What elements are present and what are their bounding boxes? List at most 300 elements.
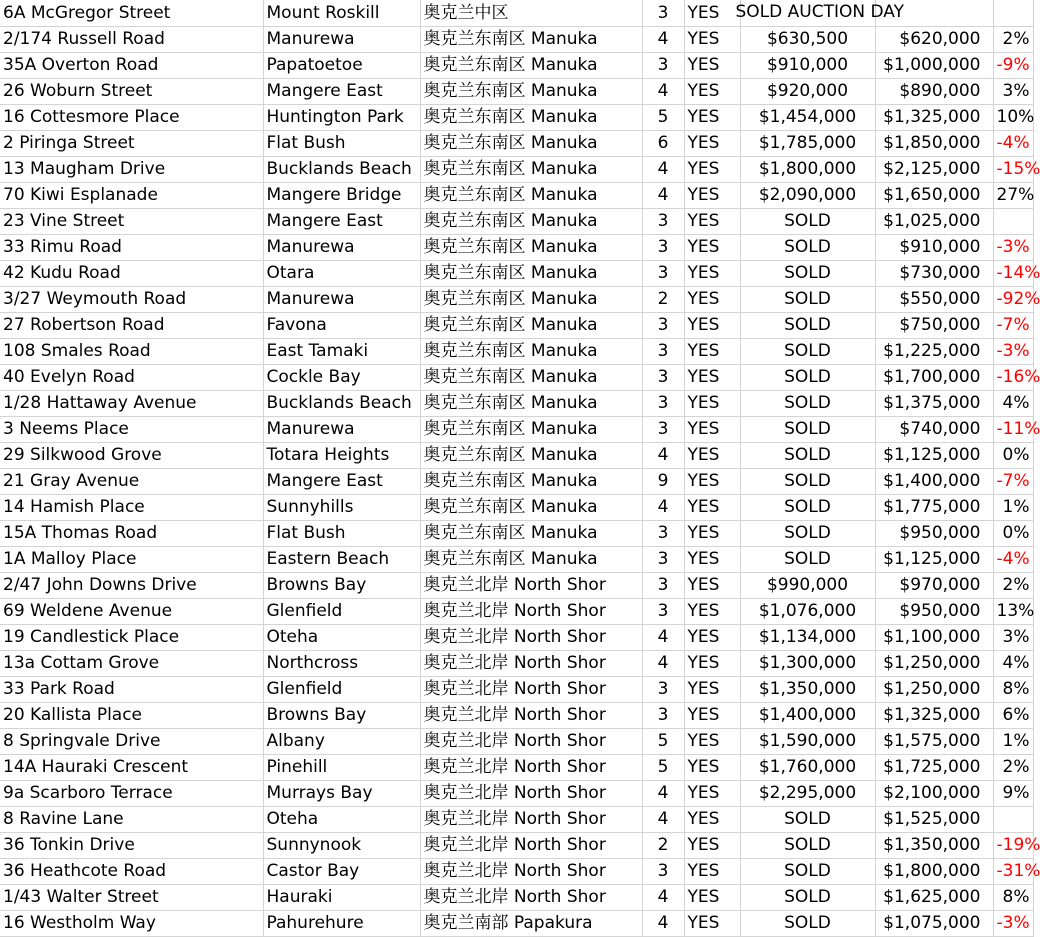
flag-cell[interactable]: YES [684,416,740,442]
address-cell[interactable]: 16 Westholm Way [0,910,263,936]
bedrooms-cell[interactable]: 3 [642,338,684,364]
percent-diff-cell[interactable]: 2% [993,572,1033,598]
flag-cell[interactable]: YES [684,546,740,572]
sold-price-cell[interactable]: $1,125,000 [875,546,993,572]
price-cell[interactable]: $630,500 [740,26,875,52]
bedrooms-cell[interactable]: 5 [642,728,684,754]
region-cell[interactable]: 奥克兰东南区 Manuka [420,312,642,338]
percent-diff-cell[interactable]: -14% [993,260,1033,286]
table-row [0,572,1033,598]
sold-price-cell[interactable]: $1,700,000 [875,364,993,390]
percent-diff-cell[interactable]: 1% [993,728,1033,754]
flag-cell[interactable]: YES [684,494,740,520]
region-cell[interactable]: 奥克兰东南区 Manuka [420,390,642,416]
address-cell[interactable]: 15A Thomas Road [0,520,263,546]
region-cell[interactable]: 奥克兰北岸 North Shor [420,832,642,858]
bedrooms-cell[interactable]: 3 [642,676,684,702]
percent-diff-cell[interactable]: -15% [993,156,1033,182]
percent-diff-cell[interactable] [993,806,1033,832]
percent-diff-cell[interactable]: -92% [993,286,1033,312]
sold-price-cell[interactable]: $970,000 [875,572,993,598]
percent-diff-cell[interactable]: 3% [993,78,1033,104]
percent-diff-cell[interactable]: 0% [993,442,1033,468]
flag-cell[interactable]: YES [684,806,740,832]
flag-cell[interactable]: YES [684,52,740,78]
address-cell[interactable]: 8 Ravine Lane [0,806,263,832]
flag-cell[interactable]: YES [684,442,740,468]
price-cell[interactable]: $1,350,000 [740,676,875,702]
region-cell[interactable]: 奥克兰东南区 Manuka [420,442,642,468]
bedrooms-cell[interactable]: 3 [642,208,684,234]
price-cell[interactable]: $1,400,000 [740,702,875,728]
suburb-cell[interactable]: Mangere Bridge [263,182,420,208]
table-row [0,494,1033,520]
flag-cell[interactable]: YES [684,754,740,780]
address-cell[interactable]: 1/43 Walter Street [0,884,263,910]
suburb-cell[interactable]: Oteha [263,806,420,832]
flag-cell[interactable]: YES [684,130,740,156]
suburb-cell[interactable]: Castor Bay [263,858,420,884]
bedrooms-cell[interactable]: 3 [642,234,684,260]
table-row [0,26,1033,52]
percent-diff-cell[interactable]: -3% [993,338,1033,364]
bedrooms-cell[interactable]: 5 [642,754,684,780]
suburb-cell[interactable]: Manurewa [263,26,420,52]
bedrooms-cell[interactable]: 4 [642,442,684,468]
price-cell[interactable]: $990,000 [740,572,875,598]
bedrooms-cell[interactable]: 3 [642,0,684,26]
region-cell[interactable]: 奥克兰北岸 North Shor [420,650,642,676]
region-cell[interactable]: 奥克兰北岸 North Shor [420,780,642,806]
flag-cell[interactable]: YES [684,104,740,130]
table-row [0,52,1033,78]
bedrooms-cell[interactable]: 3 [642,858,684,884]
price-cell[interactable]: $1,590,000 [740,728,875,754]
address-cell[interactable]: 1/28 Hattaway Avenue [0,390,263,416]
percent-diff-cell[interactable]: 4% [993,390,1033,416]
address-cell[interactable]: 108 Smales Road [0,338,263,364]
sold-price-cell[interactable]: $1,775,000 [875,494,993,520]
sold-price-cell[interactable]: $1,725,000 [875,754,993,780]
bedrooms-cell[interactable]: 3 [642,702,684,728]
percent-diff-cell[interactable]: 27% [993,182,1033,208]
table-row [0,182,1033,208]
address-cell[interactable]: 3/27 Weymouth Road [0,286,263,312]
bedrooms-cell[interactable]: 3 [642,520,684,546]
flag-cell[interactable]: YES [684,260,740,286]
region-cell[interactable]: 奥克兰东南区 Manuka [420,468,642,494]
price-cell[interactable]: SOLD [740,910,875,936]
suburb-cell[interactable]: Manurewa [263,416,420,442]
address-cell[interactable]: 8 Springvale Drive [0,728,263,754]
sold-price-cell[interactable]: $1,625,000 [875,884,993,910]
price-cell[interactable]: SOLD [740,338,875,364]
flag-cell[interactable]: YES [684,702,740,728]
percent-diff-cell[interactable]: -4% [993,546,1033,572]
address-cell[interactable]: 33 Rimu Road [0,234,263,260]
suburb-cell[interactable]: Mangere East [263,208,420,234]
sold-price-cell[interactable]: $1,000,000 [875,52,993,78]
bedrooms-cell[interactable]: 9 [642,468,684,494]
sold-price-cell[interactable]: $1,850,000 [875,130,993,156]
sold-price-cell[interactable]: $740,000 [875,416,993,442]
region-cell[interactable]: 奥克兰东南区 Manuka [420,546,642,572]
sold-price-cell[interactable]: $750,000 [875,312,993,338]
suburb-cell[interactable]: Murrays Bay [263,780,420,806]
table-row [0,442,1033,468]
bedrooms-cell[interactable]: 4 [642,624,684,650]
table-row [0,780,1033,806]
suburb-cell[interactable]: Sunnynook [263,832,420,858]
region-cell[interactable]: 奥克兰北岸 North Shor [420,806,642,832]
sold-price-cell[interactable]: $1,375,000 [875,390,993,416]
bedrooms-cell[interactable]: 4 [642,494,684,520]
address-cell[interactable]: 2 Piringa Street [0,130,263,156]
sold-price-cell[interactable]: $1,025,000 [875,208,993,234]
region-cell[interactable]: 奥克兰东南区 Manuka [420,208,642,234]
address-cell[interactable]: 6A McGregor Street [0,0,263,26]
table-row [0,754,1033,780]
bedrooms-cell[interactable]: 3 [642,52,684,78]
region-cell[interactable]: 奥克兰北岸 North Shor [420,728,642,754]
flag-cell[interactable]: YES [684,598,740,624]
address-cell[interactable]: 36 Tonkin Drive [0,832,263,858]
suburb-cell[interactable]: Mangere East [263,78,420,104]
price-cell[interactable]: SOLD [740,858,875,884]
suburb-cell[interactable]: Eastern Beach [263,546,420,572]
suburb-cell[interactable]: Browns Bay [263,572,420,598]
address-cell[interactable]: 40 Evelyn Road [0,364,263,390]
percent-diff-cell[interactable]: -4% [993,130,1033,156]
flag-cell[interactable]: YES [684,520,740,546]
address-cell[interactable]: 21 Gray Avenue [0,468,263,494]
price-cell[interactable]: $910,000 [740,52,875,78]
suburb-cell[interactable]: Glenfield [263,598,420,624]
region-cell[interactable]: 奥克兰东南区 Manuka [420,338,642,364]
address-cell[interactable]: 29 Silkwood Grove [0,442,263,468]
flag-cell[interactable]: YES [684,234,740,260]
price-cell[interactable]: $1,800,000 [740,156,875,182]
bedrooms-cell[interactable]: 3 [642,390,684,416]
suburb-cell[interactable]: East Tamaki [263,338,420,364]
percent-diff-cell[interactable]: 8% [993,676,1033,702]
sold-price-cell[interactable]: $1,325,000 [875,702,993,728]
address-cell[interactable]: 36 Heathcote Road [0,858,263,884]
sold-price-cell[interactable]: $950,000 [875,520,993,546]
sold-price-cell[interactable]: $950,000 [875,598,993,624]
region-cell[interactable]: 奥克兰东南区 Manuka [420,234,642,260]
price-cell[interactable]: SOLD [740,806,875,832]
address-cell[interactable]: 2/47 John Downs Drive [0,572,263,598]
sold-price-cell[interactable]: $1,225,000 [875,338,993,364]
flag-cell[interactable]: YES [684,832,740,858]
suburb-cell[interactable]: Hauraki [263,884,420,910]
address-cell[interactable]: 13a Cottam Grove [0,650,263,676]
address-cell[interactable]: 20 Kallista Place [0,702,263,728]
sold-price-cell[interactable]: $1,400,000 [875,468,993,494]
region-cell[interactable]: 奥克兰东南区 Manuka [420,52,642,78]
bedrooms-cell[interactable]: 4 [642,884,684,910]
region-cell[interactable]: 奥克兰东南区 Manuka [420,130,642,156]
address-cell[interactable]: 1A Malloy Place [0,546,263,572]
bedrooms-cell[interactable]: 4 [642,26,684,52]
sold-price-cell[interactable]: $1,075,000 [875,910,993,936]
price-cell[interactable]: SOLD [740,442,875,468]
flag-cell[interactable]: YES [684,910,740,936]
percent-diff-cell[interactable]: 10% [993,104,1033,130]
bedrooms-cell[interactable]: 4 [642,650,684,676]
address-cell[interactable]: 14 Hamish Place [0,494,263,520]
flag-cell[interactable]: YES [684,884,740,910]
percent-diff-cell[interactable]: 8% [993,884,1033,910]
suburb-cell[interactable]: Totara Heights [263,442,420,468]
address-cell[interactable]: 3 Neems Place [0,416,263,442]
address-cell[interactable]: 33 Park Road [0,676,263,702]
bedrooms-cell[interactable]: 3 [642,312,684,338]
percent-diff-cell[interactable]: -7% [993,468,1033,494]
flag-cell[interactable]: YES [684,676,740,702]
address-cell[interactable]: 69 Weldene Avenue [0,598,263,624]
flag-cell[interactable]: YES [684,364,740,390]
percent-diff-cell[interactable]: -19% [993,832,1033,858]
suburb-cell[interactable]: Flat Bush [263,520,420,546]
address-cell[interactable]: 9a Scarboro Terrace [0,780,263,806]
sold-price-cell[interactable]: $1,125,000 [875,442,993,468]
suburb-cell[interactable]: Bucklands Beach [263,390,420,416]
percent-diff-cell[interactable]: 9% [993,780,1033,806]
table-row [0,364,1033,390]
sold-price-cell[interactable]: $1,250,000 [875,650,993,676]
bedrooms-cell[interactable]: 3 [642,416,684,442]
sold-price-cell[interactable]: $550,000 [875,286,993,312]
flag-cell[interactable]: YES [684,650,740,676]
bedrooms-cell[interactable]: 3 [642,598,684,624]
percent-diff-cell[interactable]: -3% [993,910,1033,936]
bedrooms-cell[interactable]: 2 [642,286,684,312]
price-cell[interactable]: SOLD [740,234,875,260]
region-cell[interactable]: 奥克兰北岸 North Shor [420,624,642,650]
bedrooms-cell[interactable]: 4 [642,182,684,208]
bedrooms-cell[interactable]: 6 [642,130,684,156]
region-cell[interactable]: 奥克兰北岸 North Shor [420,858,642,884]
percent-diff-cell[interactable] [993,0,1033,26]
sold-price-cell[interactable]: $2,125,000 [875,156,993,182]
table-row [0,208,1033,234]
address-cell[interactable]: 16 Cottesmore Place [0,104,263,130]
flag-cell[interactable]: YES [684,78,740,104]
suburb-cell[interactable]: Mangere East [263,468,420,494]
suburb-cell[interactable]: Pinehill [263,754,420,780]
flag-cell[interactable]: YES [684,208,740,234]
region-cell[interactable]: 奥克兰北岸 North Shor [420,754,642,780]
address-cell[interactable]: 2/174 Russell Road [0,26,263,52]
price-cell[interactable]: SOLD [740,494,875,520]
bedrooms-cell[interactable]: 3 [642,572,684,598]
address-cell[interactable]: 19 Candlestick Place [0,624,263,650]
percent-diff-cell[interactable]: 13% [993,598,1033,624]
suburb-cell[interactable]: Huntington Park [263,104,420,130]
suburb-cell[interactable]: Cockle Bay [263,364,420,390]
suburb-cell[interactable]: Pahurehure [263,910,420,936]
address-cell[interactable]: 13 Maugham Drive [0,156,263,182]
sold-price-cell[interactable]: $1,325,000 [875,104,993,130]
suburb-cell[interactable]: Manurewa [263,286,420,312]
region-cell[interactable]: 奥克兰东南区 Manuka [420,78,642,104]
price-cell[interactable]: SOLD [740,286,875,312]
flag-cell[interactable]: YES [684,780,740,806]
sold-price-cell[interactable]: $910,000 [875,234,993,260]
table-row [0,78,1033,104]
suburb-cell[interactable]: Glenfield [263,676,420,702]
sold-price-cell[interactable]: $1,650,000 [875,182,993,208]
price-cell[interactable]: SOLD [740,468,875,494]
price-cell[interactable]: $2,090,000 [740,182,875,208]
price-cell[interactable] [735,0,904,26]
sold-price-cell[interactable]: $2,100,000 [875,780,993,806]
sold-price-cell[interactable]: $1,575,000 [875,728,993,754]
flag-cell[interactable]: YES [684,468,740,494]
suburb-cell[interactable]: Sunnyhills [263,494,420,520]
price-cell[interactable]: SOLD [740,832,875,858]
region-cell[interactable]: 奥克兰东南区 Manuka [420,364,642,390]
suburb-cell[interactable]: Papatoetoe [263,52,420,78]
percent-diff-cell[interactable]: 1% [993,494,1033,520]
suburb-cell[interactable]: Favona [263,312,420,338]
suburb-cell[interactable]: Otara [263,260,420,286]
flag-cell[interactable]: YES [684,858,740,884]
price-cell[interactable]: $1,760,000 [740,754,875,780]
address-cell[interactable]: 26 Woburn Street [0,78,263,104]
region-cell[interactable]: 奥克兰东南区 Manuka [420,26,642,52]
suburb-cell[interactable]: Manurewa [263,234,420,260]
percent-diff-cell[interactable]: 2% [993,26,1033,52]
bedrooms-cell[interactable]: 3 [642,260,684,286]
price-cell[interactable]: $1,454,000 [740,104,875,130]
bedrooms-cell[interactable]: 3 [642,364,684,390]
price-cell[interactable]: SOLD [740,208,875,234]
bedrooms-cell[interactable]: 4 [642,156,684,182]
address-cell[interactable]: 14A Hauraki Crescent [0,754,263,780]
address-cell[interactable]: 70 Kiwi Esplanade [0,182,263,208]
sold-price-cell[interactable]: $1,525,000 [875,806,993,832]
flag-cell[interactable]: YES [684,26,740,52]
flag-cell[interactable]: YES [684,286,740,312]
percent-diff-cell[interactable]: 3% [993,624,1033,650]
sold-price-cell[interactable]: $1,800,000 [875,858,993,884]
table-row [0,728,1033,754]
flag-cell[interactable]: YES [684,0,740,26]
region-cell[interactable]: 奥克兰东南区 Manuka [420,156,642,182]
flag-cell[interactable]: YES [684,156,740,182]
price-cell[interactable]: SOLD [740,364,875,390]
region-cell[interactable]: 奥克兰东南区 Manuka [420,286,642,312]
region-cell[interactable]: 奥克兰东南区 Manuka [420,520,642,546]
suburb-cell[interactable]: Northcross [263,650,420,676]
percent-diff-cell[interactable]: -31% [993,858,1033,884]
region-cell[interactable]: 奥克兰中区 [420,0,642,26]
suburb-cell[interactable]: Browns Bay [263,702,420,728]
region-cell[interactable]: 奥克兰东南区 Manuka [420,104,642,130]
region-cell[interactable]: 奥克兰东南区 Manuka [420,260,642,286]
bedrooms-cell[interactable]: 5 [642,104,684,130]
region-cell[interactable]: 奥克兰北岸 North Shor [420,572,642,598]
address-cell[interactable]: 35A Overton Road [0,52,263,78]
bedrooms-cell[interactable]: 4 [642,806,684,832]
percent-diff-cell[interactable]: 2% [993,754,1033,780]
bedrooms-cell[interactable]: 4 [642,910,684,936]
price-cell[interactable]: SOLD [740,546,875,572]
address-cell[interactable]: 42 Kudu Road [0,260,263,286]
suburb-cell[interactable]: Oteha [263,624,420,650]
flag-cell[interactable]: YES [684,624,740,650]
percent-diff-cell[interactable]: 0% [993,520,1033,546]
price-cell[interactable]: $1,785,000 [740,130,875,156]
percent-diff-cell[interactable]: -11% [993,416,1033,442]
bedrooms-cell[interactable]: 4 [642,78,684,104]
region-cell[interactable]: 奥克兰东南区 Manuka [420,416,642,442]
flag-cell[interactable]: YES [684,728,740,754]
address-cell[interactable]: 23 Vine Street [0,208,263,234]
percent-diff-cell[interactable]: -3% [993,234,1033,260]
suburb-cell[interactable]: Albany [263,728,420,754]
suburb-cell[interactable]: Mount Roskill [263,0,420,26]
price-cell[interactable]: $1,076,000 [740,598,875,624]
region-cell[interactable]: 奥克兰北岸 North Shor [420,702,642,728]
sold-price-cell[interactable]: $1,350,000 [875,832,993,858]
region-cell[interactable]: 奥克兰东南区 Manuka [420,182,642,208]
flag-cell[interactable]: YES [684,572,740,598]
percent-diff-cell[interactable]: 6% [993,702,1033,728]
region-cell[interactable]: 奥克兰北岸 North Shor [420,598,642,624]
percent-diff-cell[interactable] [993,208,1033,234]
price-cell[interactable]: SOLD [740,884,875,910]
sold-price-cell[interactable]: $730,000 [875,260,993,286]
price-cell[interactable]: $1,134,000 [740,624,875,650]
price-cell[interactable]: $1,300,000 [740,650,875,676]
percent-diff-cell[interactable]: -16% [993,364,1033,390]
price-cell[interactable]: $2,295,000 [740,780,875,806]
price-cell[interactable]: SOLD [740,260,875,286]
region-cell[interactable]: 奥克兰北岸 North Shor [420,884,642,910]
percent-diff-cell[interactable]: 4% [993,650,1033,676]
table-row [0,832,1033,858]
price-cell[interactable]: SOLD [740,312,875,338]
sold-price-cell[interactable]: $620,000 [875,26,993,52]
flag-cell[interactable]: YES [684,312,740,338]
sold-price-cell[interactable]: $890,000 [875,78,993,104]
percent-diff-cell[interactable]: -9% [993,52,1033,78]
sold-price-cell[interactable]: $1,100,000 [875,624,993,650]
suburb-cell[interactable]: Flat Bush [263,130,420,156]
bedrooms-cell[interactable]: 2 [642,832,684,858]
bedrooms-cell[interactable]: 4 [642,780,684,806]
price-cell[interactable]: SOLD [740,416,875,442]
flag-cell[interactable]: YES [684,338,740,364]
flag-cell[interactable]: YES [684,182,740,208]
bedrooms-cell[interactable]: 3 [642,546,684,572]
percent-diff-cell[interactable]: -7% [993,312,1033,338]
price-cell[interactable]: SOLD [740,520,875,546]
price-cell[interactable]: $920,000 [740,78,875,104]
price-cell[interactable]: SOLD [740,390,875,416]
region-cell[interactable]: 奥克兰东南区 Manuka [420,494,642,520]
suburb-cell[interactable]: Bucklands Beach [263,156,420,182]
sold-price-cell[interactable]: $1,250,000 [875,676,993,702]
region-cell[interactable]: 奥克兰北岸 North Shor [420,676,642,702]
region-cell[interactable]: 奥克兰南部 Papakura [420,910,642,936]
flag-cell[interactable]: YES [684,390,740,416]
address-cell[interactable]: 27 Robertson Road [0,312,263,338]
